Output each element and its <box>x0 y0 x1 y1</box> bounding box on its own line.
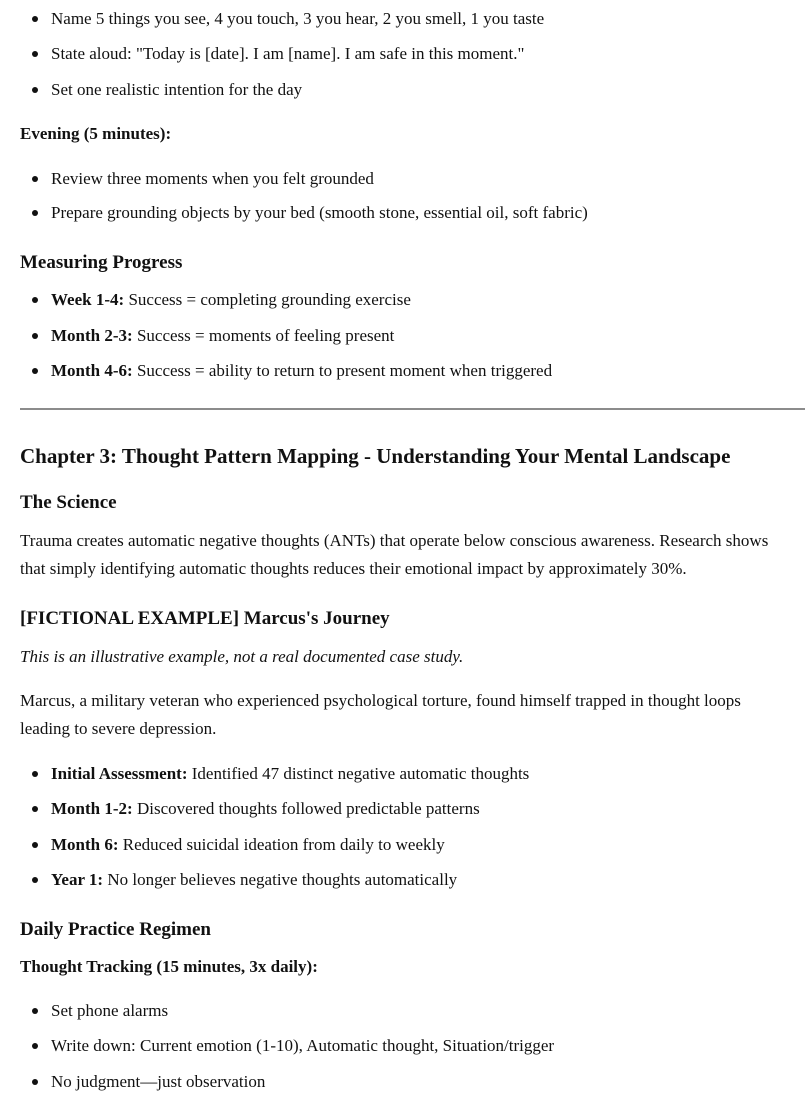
example-heading: [FICTIONAL EXAMPLE] Marcus's Journey <box>20 608 390 629</box>
thought-tracking-heading: Thought Tracking (15 minutes, 3x daily): <box>20 957 318 976</box>
list-item: Set phone alarms <box>51 1001 169 1020</box>
list-item: State aloud: "Today is [date]. I am [name]. I am safe in this moment." <box>51 44 525 63</box>
item-label: Month 6: <box>51 835 119 854</box>
item-label: Initial Assessment: <box>51 764 188 783</box>
list-item: Write down: Current emotion (1-10), Automatic thought, Situation/trigger <box>51 1036 555 1055</box>
item-text: Success = ability to return to present moment when triggered <box>132 361 553 380</box>
list-item <box>51 870 457 890</box>
list-item <box>51 290 411 310</box>
list-item <box>51 326 394 346</box>
list-item <box>51 361 552 381</box>
item-text: Identified 47 distinct negative automatic thoughts <box>187 764 530 783</box>
list-item <box>51 764 529 784</box>
item-text: Reduced suicidal ideation from daily to weekly <box>118 835 445 854</box>
list-item <box>51 799 480 819</box>
item-label: Month 1-2: <box>51 799 133 818</box>
regimen-heading: Daily Practice Regimen <box>20 919 211 940</box>
section-divider <box>20 408 805 410</box>
list-item: No judgment—just observation <box>51 1072 266 1091</box>
item-label: Month 4-6: <box>51 361 133 380</box>
item-text: Discovered thoughts followed predictable patterns <box>132 799 480 818</box>
item-label: Year 1: <box>51 870 104 889</box>
item-text: Success = moments of feeling present <box>132 326 395 345</box>
item-label: Week 1-4: <box>51 290 125 309</box>
example-disclaimer: This is an illustrative example, not a real documented case study. <box>20 647 464 666</box>
list-item: Review three moments when you felt grounded <box>51 169 374 188</box>
list-item <box>51 835 445 855</box>
science-paragraph: Trauma creates automatic negative thoughts (ANTs) that operate below conscious awareness. Research shows that simply identifying automatic thoughts reduces their emotional impact by approximately 30%. <box>20 531 769 578</box>
evening-heading: Evening (5 minutes): <box>20 124 172 143</box>
item-label: Month 2-3: <box>51 326 133 345</box>
list-item: Prepare grounding objects by your bed (smooth stone, essential oil, soft fabric) <box>51 203 588 222</box>
science-heading: The Science <box>20 492 117 513</box>
measuring-progress-heading: Measuring Progress <box>20 252 183 273</box>
list-item: Set one realistic intention for the day <box>51 80 303 99</box>
chapter-title: Chapter 3: Thought Pattern Mapping - Understanding Your Mental Landscape <box>20 444 731 468</box>
example-paragraph: Marcus, a military veteran who experienced psychological torture, found himself trapped in thought loops leading to severe depression. <box>20 691 741 738</box>
item-text: Success = completing grounding exercise <box>124 290 411 309</box>
item-text: No longer believes negative thoughts automatically <box>103 870 458 889</box>
list-item: Name 5 things you see, 4 you touch, 3 you hear, 2 you smell, 1 you taste <box>51 9 545 28</box>
